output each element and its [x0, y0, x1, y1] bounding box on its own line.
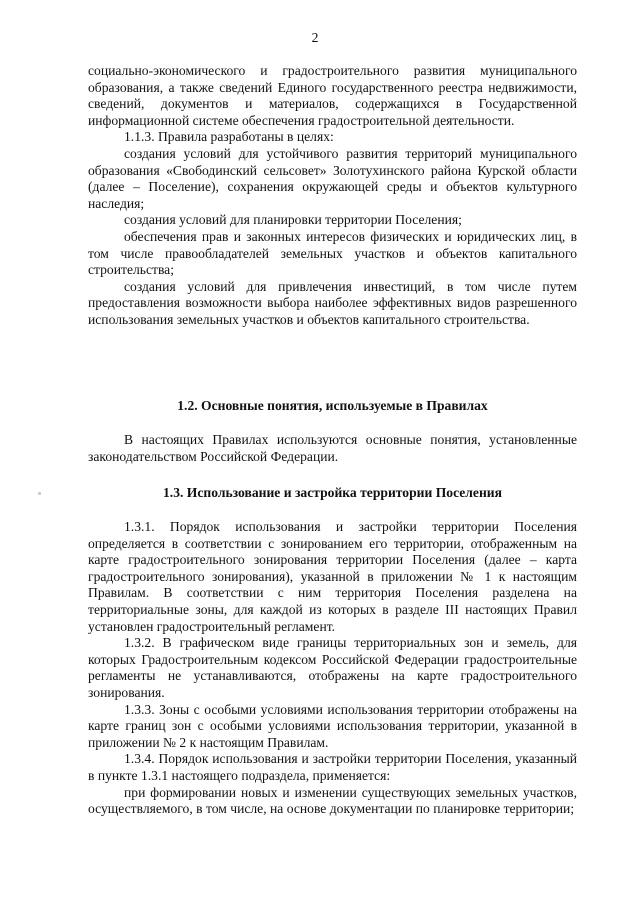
- paragraph: 1.3.2. В графическом виде границы территориальных зон и земель, для которых Градостроительным кодексом Российской Федерации градостроительные регламенты не устанавливаются, отображены на карте градостроительного зонирования.: [88, 635, 577, 700]
- section-1-3-text: [88, 519, 577, 818]
- paragraph: 1.1.3. Правила разработаны в целях:: [124, 129, 334, 145]
- section-1-1-text: [88, 63, 577, 329]
- section-heading-1-3: 1.3. Использование и застройка территории Поселения: [163, 485, 502, 500]
- scan-mark: [38, 492, 41, 495]
- paragraph: В настоящих Правилах используются основные понятия, установленные законодательством Российской Федерации.: [88, 432, 577, 464]
- paragraph: 1.3.1. Порядок использования и застройки территории Поселения определяется в соответствии с зонированием его территории, отображенным на карте градостроительного зонирования территории Поселения (далее – карта градостроительного зонирования), указанной в приложении № 1 к настоящим Правилам. В соответствии с ним территория Поселения разделена на территориальные зоны, для каждой из которых в разделе III настоящих Правил установлен градостроительный регламент.: [88, 519, 577, 634]
- section-heading-1-2: 1.2. Основные понятия, используемые в Правилах: [177, 398, 488, 413]
- page-number: 2: [311, 30, 319, 45]
- paragraph: создания условий для устойчивого развития территорий муниципального образования «Свободинский сельсовет» Золотухинского района Курской области (далее – Поселение), сохранения окружающей среды и объектов культурного наследия;: [88, 145, 577, 211]
- paragraph: создания условий для привлечения инвестиций, в том числе путем предоставления возможности выбора наиболее эффективных видов разрешенного использования земельных участков и объектов капитального строительства.: [88, 278, 577, 327]
- paragraph: при формировании новых и изменении существующих земельных участков, осуществляемого, в том числе, на основе документации по планировке территории;: [88, 784, 577, 817]
- paragraph: социально-экономического и градостроительного развития муниципального образования, а также сведений Единого государственного реестра недвижимости, сведений, документов и материалов, содержащихся в Государственной информационной системе обеспечения градостроительной деятельности.: [88, 63, 577, 128]
- paragraph: 1.3.3. Зоны с особыми условиями использования территории отображены на карте границ зон с особыми условиями использования территории, указанной в приложении № 2 к настоящим Правилам.: [88, 701, 577, 750]
- paragraph: создания условий для планировки территории Поселения;: [124, 212, 462, 228]
- section-1-2-text: [88, 432, 577, 465]
- paragraph: обеспечения прав и законных интересов физических и юридических лиц, в том числе правообладателей земельных участков и объектов капитального строительства;: [88, 228, 577, 278]
- paragraph: 1.3.4. Порядок использования и застройки территории Поселения, указанный в пункте 1.3.1 настоящего подраздела, применяется:: [88, 751, 577, 783]
